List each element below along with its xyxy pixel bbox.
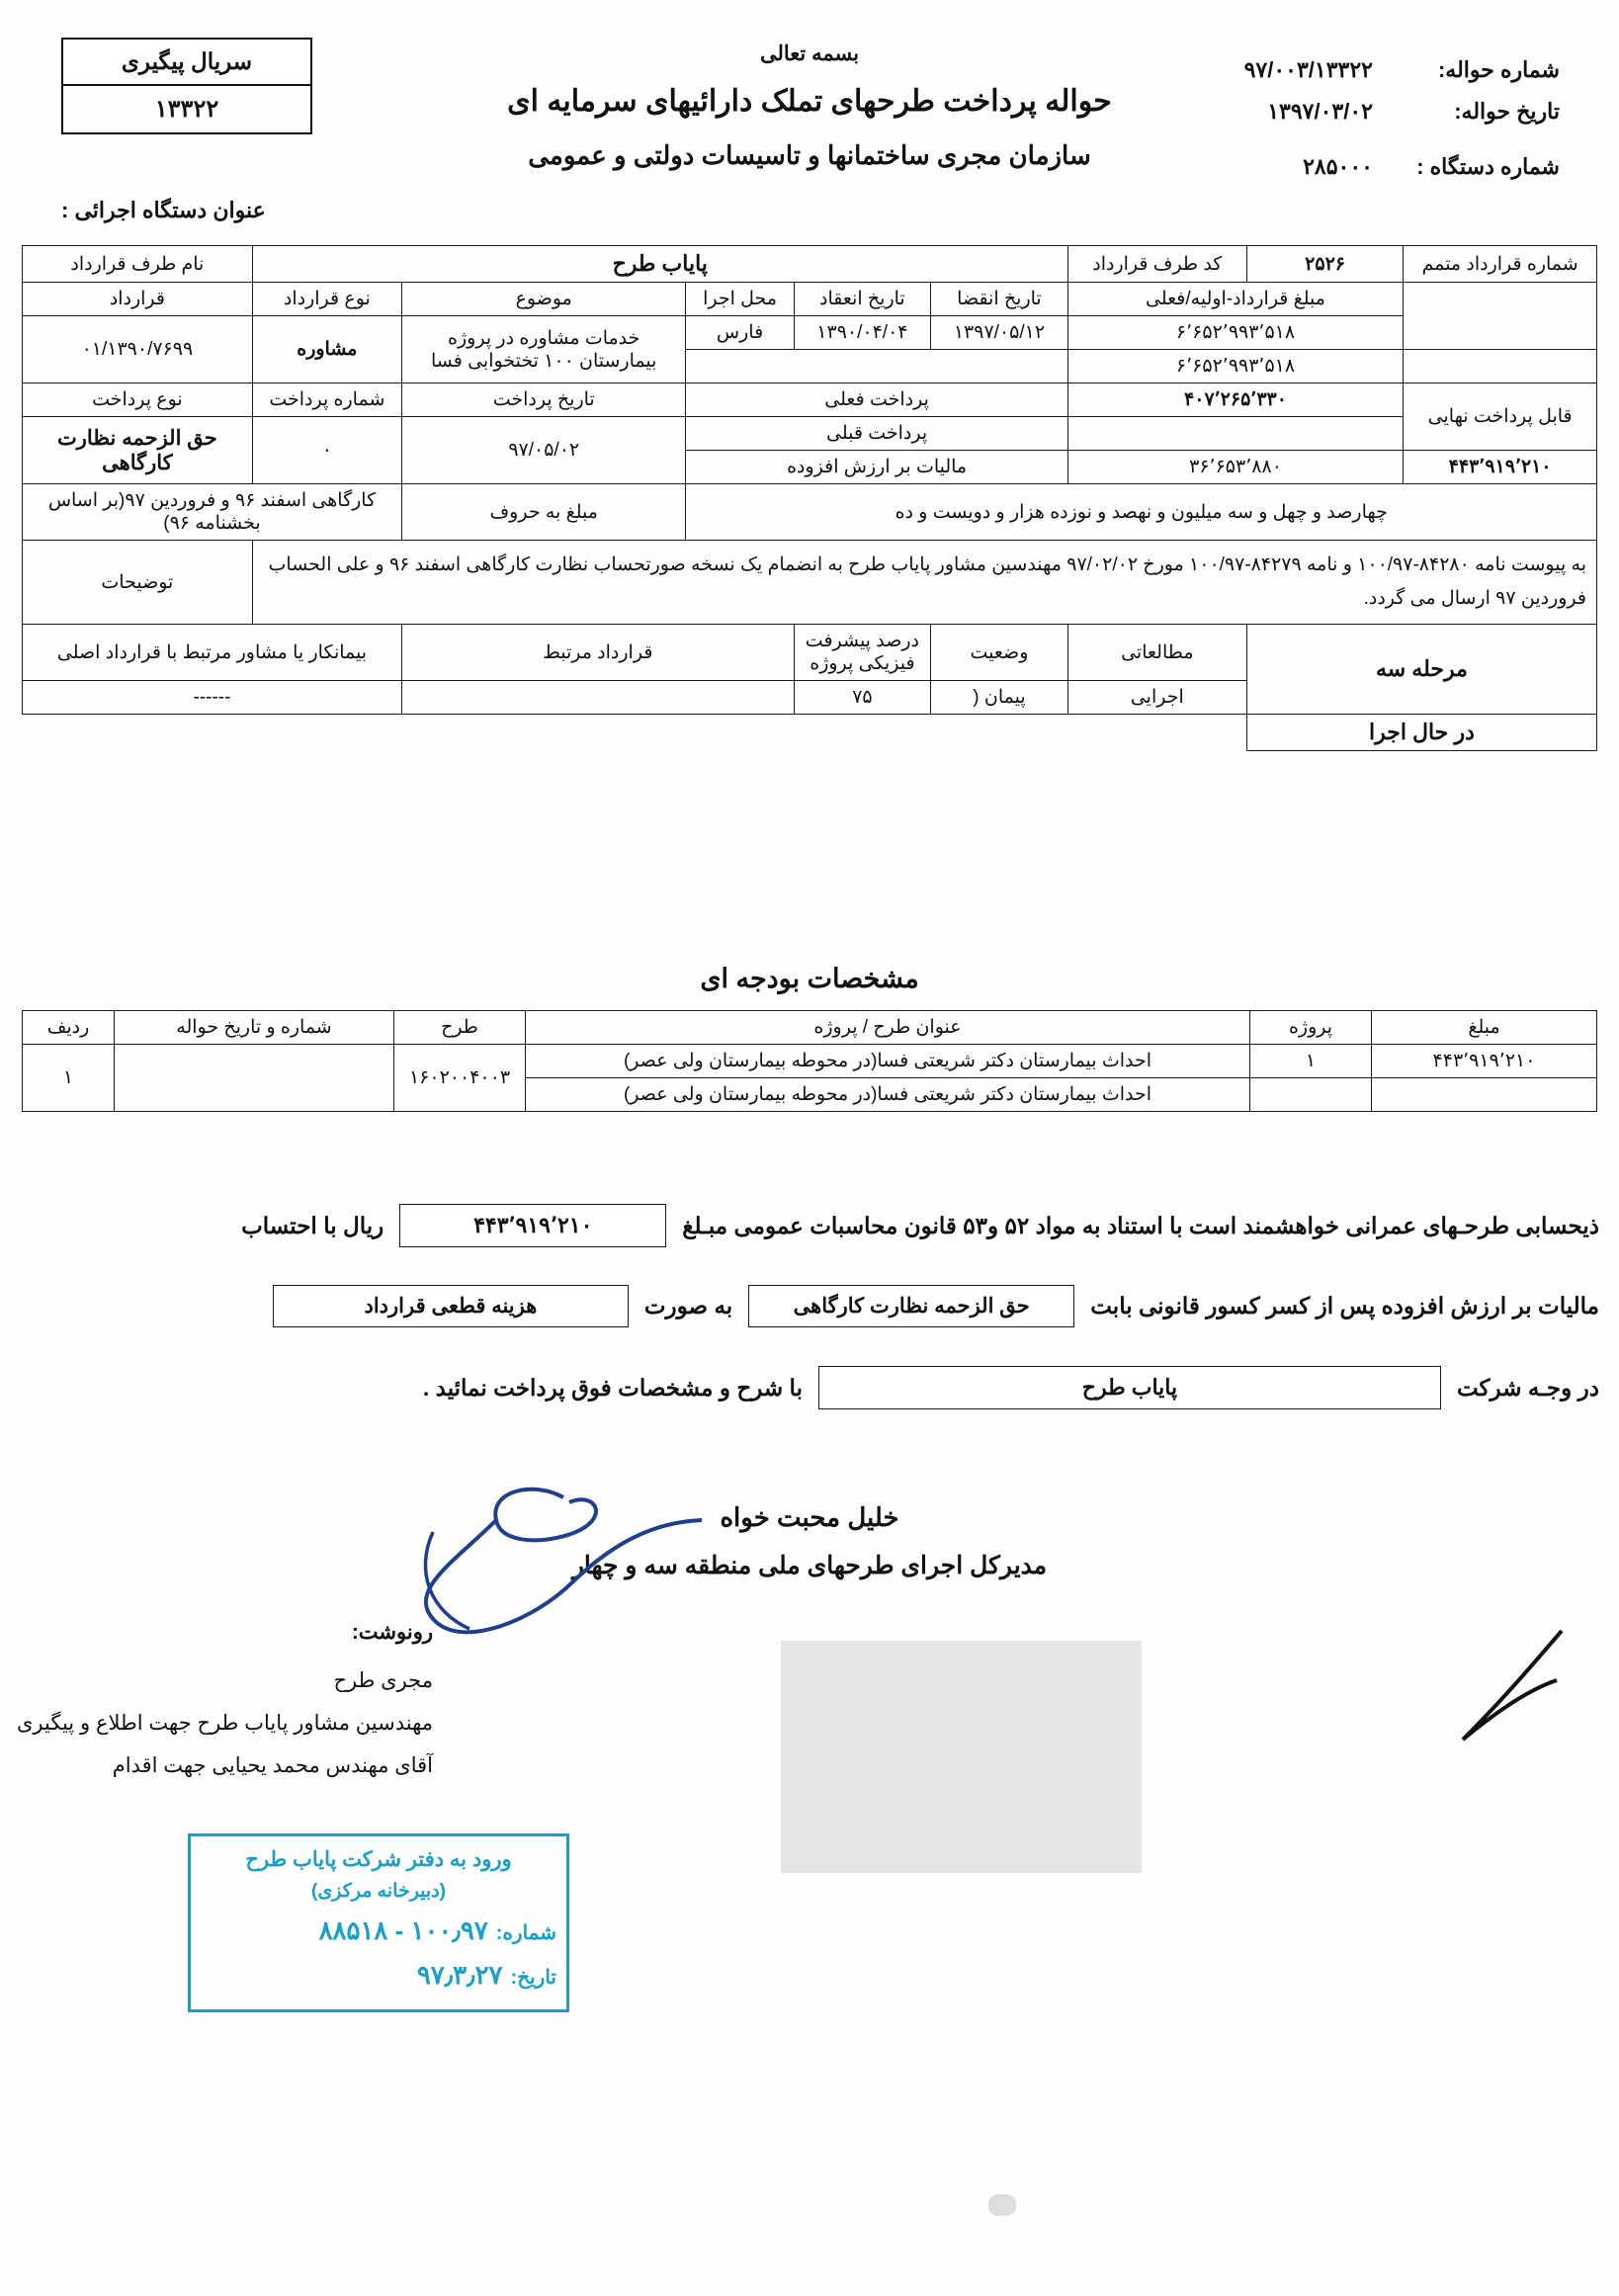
- payment-number-label: شماره پرداخت: [252, 383, 401, 417]
- table-row: [23, 625, 1597, 681]
- dastgah-no-value: ۲۸۵۰۰۰: [1303, 153, 1373, 179]
- statement-line1-suffix: ریال با احتساب: [241, 1212, 384, 1238]
- subject-label: موضوع: [401, 283, 686, 316]
- executive-org-label: عنوان دستگاه اجرائی :: [61, 198, 266, 222]
- table-row: [23, 316, 1597, 350]
- payment-type-label: نوع پرداخت: [23, 383, 253, 417]
- statement-line1-text: ذیحسابی طرحـهای عمرانی خواهشمند است با استناد به مواد ۵۲ و۵۳ قانون محاسبات عمومی مبـلغ: [682, 1212, 1599, 1238]
- contract-amount-current: ۶٬۶۵۲٬۹۹۳٬۵۱۸: [1067, 350, 1404, 383]
- havale-date-value: ۱۳۹۷/۰۳/۰۲: [1267, 98, 1373, 124]
- budget-col-plan: طرح: [394, 1011, 526, 1045]
- dastgah-no-label: شماره دستگاه :: [1416, 153, 1560, 179]
- budget-amount-2: [1372, 1078, 1597, 1112]
- party-code-label: کد طرف قرارداد: [1067, 246, 1246, 283]
- basmalah-text: بسمه تعالی: [759, 43, 860, 65]
- contract-no-label: قرارداد: [23, 283, 253, 316]
- table-row: [23, 246, 1597, 283]
- table-row: [23, 417, 1597, 451]
- budget-amount: ۴۴۳٬۹۱۹٬۲۱۰: [1372, 1045, 1597, 1078]
- stamp-date-value: ۹۷٫۳٫۲۷: [416, 1960, 503, 1991]
- statement-costtype-box: هزینه قطعی قرارداد: [273, 1285, 629, 1327]
- havale-date-label: تاریخ حواله:: [1454, 98, 1560, 124]
- payment-in-words-value: چهارصد و چهل و سه میلیون و نهصد و نوزده هزار و دویست و ده: [686, 484, 1597, 541]
- payment-period-value: کارگاهی اسفند ۹۶ و فروردین ۹۷(بر اساس بخشنامه ۹۶): [23, 484, 402, 541]
- payment-vat-value: ۳۶٬۶۵۳٬۸۸۰: [1067, 451, 1404, 484]
- statement-line2-mid: به صورت: [643, 1293, 733, 1318]
- amendment-no-value: [1404, 283, 1597, 350]
- table-header-row: [23, 1011, 1597, 1045]
- final-payable-value: ۴۴۳٬۹۱۹٬۲۱۰: [1404, 451, 1597, 484]
- budget-col-project: پروژه: [1250, 1011, 1372, 1045]
- state-label: وضعیت: [931, 625, 1068, 681]
- serial-box: [61, 38, 312, 134]
- table-row: [23, 1045, 1597, 1078]
- budget-project-title-2: احداث بیمارستان دکتر شریعتی فسا(در محوطه بیمارستان ولی عصر): [526, 1078, 1250, 1112]
- payment-type-value: حق الزحمه نظارت کارگاهی: [23, 417, 253, 484]
- payment-date-value: ۹۷/۰۵/۰۲: [401, 417, 686, 484]
- table-row: [23, 283, 1597, 316]
- statement-line2-text: مالیات بر ارزش افزوده پس از کسر کسور قانونی بابت: [1090, 1293, 1599, 1318]
- end-date-value: ۱۳۹۷/۰۵/۱۲: [931, 316, 1068, 350]
- amendment-no-label: شماره قرارداد متمم: [1404, 246, 1597, 283]
- progress-label: درصد پیشرفت فیزیکی پروژه: [794, 625, 931, 681]
- signatory-title: مدیرکل اجرای طرحهای ملی منطقه سه و چهار: [571, 1552, 1048, 1579]
- phase-status: در حال اجرا: [1246, 715, 1596, 751]
- phase-value: مرحله سه: [1246, 625, 1596, 715]
- statement-line3-text: در وجـه شرکت: [1456, 1374, 1599, 1401]
- budget-project-title: احداث بیمارستان دکتر شریعتی فسا(در محوطه بیمارستان ولی عصر): [526, 1045, 1250, 1078]
- table-row: [23, 715, 1597, 751]
- state-sub-label: پیمان (: [931, 681, 1068, 715]
- budget-col-row-no: ردیف: [23, 1011, 115, 1045]
- contract-amount-initial: ۶٬۶۵۲٬۹۹۳٬۵۱۸: [1067, 316, 1404, 350]
- place-label: محل اجرا: [686, 283, 794, 316]
- stamp-line-1: ورود به دفتر شرکت پایاب طرح: [245, 1848, 512, 1871]
- registration-stamp: [188, 1833, 569, 2012]
- party-code-value: ۲۵۲۶: [1246, 246, 1403, 283]
- page-title: حواله پرداخت طرحهای تملک دارائیهای سرمایه ای: [507, 85, 1112, 118]
- serial-label: سریال پیگیری: [63, 40, 310, 86]
- stamp-line-2: (دبیرخانه مرکزی): [311, 1880, 446, 1902]
- signatory-name: خلیل محبت خواه: [720, 1502, 899, 1532]
- main-contract-label: بیمانکار یا مشاور مرتبط با قرارداد اصلی: [23, 625, 402, 681]
- scan-smudge: [781, 1641, 1142, 1873]
- serial-value: ۱۳۳۲۲: [154, 96, 219, 123]
- payment-vat-label: مالیات بر ارزش افزوده: [686, 451, 1067, 484]
- sign-date-value: ۱۳۹۰/۰۴/۰۴: [794, 316, 931, 350]
- main-contract-value: ------: [23, 681, 402, 715]
- state-value-1: مطالعاتی: [1067, 625, 1246, 681]
- sign-date-label: تاریخ انعقاد: [794, 283, 931, 316]
- payment-notes-value: به پیوست نامه ۸۴۲۸۰-۱۰۰/۹۷ و نامه ۸۴۲۷۹-۱۰۰/۹۷ مورخ ۹۷/۰۲/۰۲ مهندسین مشاور پایاب طرح به انضمام یک نسخه صورتحساب نظارت کارگاهی اسفند ۹۶ و علی الحساب فروردین ۹۷ ارسال می گردد.: [252, 541, 1596, 625]
- budget-col-havale: شماره و تاریخ حواله: [115, 1011, 394, 1045]
- payment-current-value: ۴۰۷٬۲۶۵٬۳۳۰: [1067, 383, 1404, 417]
- payment-previous-label: پرداخت قبلی: [686, 417, 1067, 451]
- final-payable-label: قابل پرداخت نهایی: [1404, 383, 1597, 451]
- budget-col-project-title: عنوان طرح / پروژه: [526, 1011, 1250, 1045]
- table-row: [23, 484, 1597, 541]
- contract-no-value: ۰۱/۱۳۹۰/۷۶۹۹: [23, 316, 253, 383]
- statement-line-1: [20, 1204, 1599, 1247]
- havale-no-value: ۹۷/۰۰۳/۱۳۳۲۲: [1243, 57, 1373, 82]
- budget-col-amount: مبلغ: [1372, 1011, 1597, 1045]
- payment-date-label: تاریخ پرداخت: [401, 383, 686, 417]
- payment-notes-label: توضیحات: [23, 541, 253, 625]
- statement-line3-suffix: با شرح و مشخصات فوق پرداخت نمائید .: [422, 1374, 803, 1401]
- statement-amount-box: ۴۴۳٬۹۱۹٬۲۱۰: [399, 1204, 666, 1247]
- payment-in-words-label: مبلغ به حروف: [401, 484, 686, 541]
- party-name-value: پایاب طرح: [252, 246, 1067, 283]
- statement-purpose-box: حق الزحمه نظارت کارگاهی: [748, 1285, 1074, 1327]
- statement-line-3: [20, 1366, 1599, 1409]
- stamp-date-label: تاریخ:: [510, 1967, 556, 1990]
- payment-number-value: ۰: [252, 417, 401, 484]
- statement-line-2: [20, 1285, 1599, 1327]
- contract-details-table: [22, 245, 1597, 751]
- progress-value: ۷۵: [794, 681, 931, 715]
- budget-row-no: ۱: [23, 1045, 115, 1112]
- end-date-label: تاریخ انقضا: [931, 283, 1068, 316]
- payment-current-label: پرداخت فعلی: [686, 383, 1067, 417]
- stamp-number-value: ۱۰۰٫۹۷ - ۸۸۵۱۸: [318, 1914, 488, 1945]
- signature-block: [0, 1502, 1619, 1580]
- subject-value: خدمات مشاوره در پروژه بیمارستان ۱۰۰ تختخوابی فسا: [401, 316, 686, 383]
- payment-previous-value: [1067, 417, 1404, 451]
- contract-type-label: نوع قرارداد: [252, 283, 401, 316]
- havale-no-label: شماره حواله:: [1437, 57, 1560, 82]
- budget-plan: ۱۶۰۲۰۰۴۰۰۳: [394, 1045, 526, 1112]
- cc-title: رونوشت:: [351, 1621, 433, 1644]
- budget-project: ۱: [1250, 1045, 1372, 1078]
- contract-amount-label: مبلغ قرارداد-اولیه/فعلی: [1067, 283, 1404, 316]
- budget-table: [22, 1010, 1597, 1112]
- related-contract-value: [401, 681, 794, 715]
- party-name-label: نام طرف قرارداد: [23, 246, 253, 283]
- related-contract-label: قرارداد مرتبط: [401, 625, 794, 681]
- budget-havale: [115, 1045, 394, 1112]
- budget-section-title: مشخصات بودجه ای: [700, 964, 919, 993]
- table-row: [23, 541, 1597, 625]
- table-row: [23, 383, 1597, 417]
- cc-item-2: مهندسین مشاور پایاب طرح جهت اطلاع و پیگیری: [17, 1712, 433, 1736]
- state-value-2: اجرایی: [1067, 681, 1246, 715]
- stamp-number-label: شماره:: [495, 1921, 556, 1944]
- budget-project-2: [1250, 1078, 1372, 1112]
- secondary-signature-stroke: [1443, 1621, 1572, 1789]
- cc-block: [17, 1611, 433, 1787]
- cc-item-1: مجری طرح: [333, 1669, 433, 1693]
- page-bottom-artifact: [988, 2194, 1016, 2216]
- statement-company-box: پایاب طرح: [818, 1366, 1441, 1409]
- place-value: فارس: [686, 316, 794, 350]
- contract-type-value: مشاوره: [252, 316, 401, 383]
- cc-item-3: آقای مهندس محمد یحیایی جهت اقدام: [112, 1754, 433, 1778]
- organization-name: سازمان مجری ساختمانها و تاسیسات دولتی و عمومی: [528, 140, 1091, 170]
